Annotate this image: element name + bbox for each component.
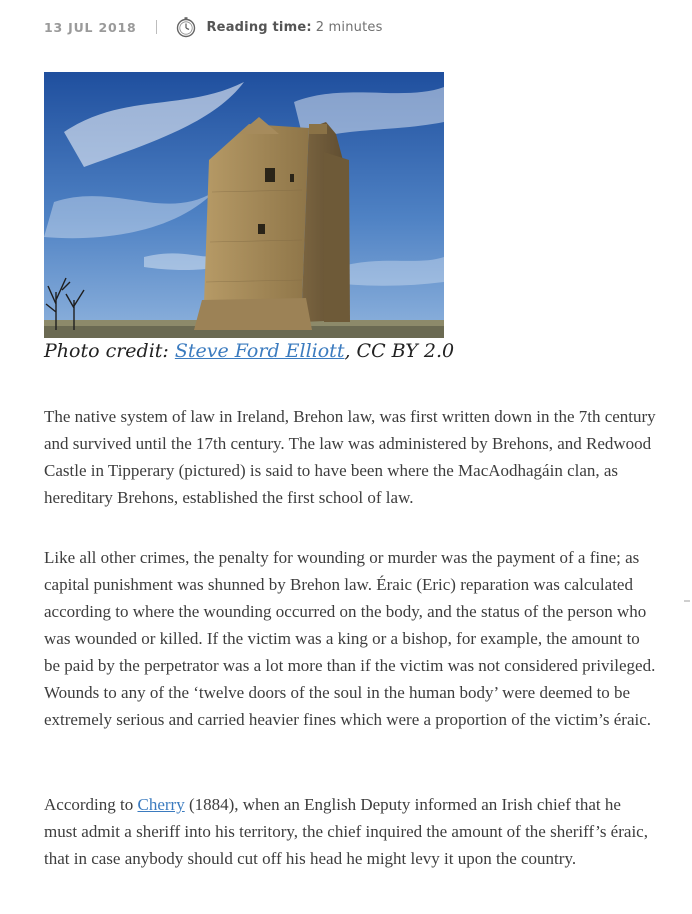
photo-credit <box>44 338 454 364</box>
post-meta <box>44 14 383 40</box>
cherry-link[interactable]: Cherry <box>137 795 185 814</box>
page-edge-mark <box>684 600 690 602</box>
reading-time-value: 2 minutes <box>315 19 383 35</box>
paragraph-cherry <box>44 791 656 872</box>
credit-prefix: Photo credit: <box>44 340 175 362</box>
p3-after: (1884), when an English Deputy informed an Irish chief that he must admit a sheriff into his territory, the chief inquired the amount of the sheriff’s éraic, that in case anybody should cut off his head he might levy it upon the country. <box>44 795 648 868</box>
p3-before: According to <box>44 795 138 814</box>
meta-divider <box>156 20 157 34</box>
paragraph-eraic: Like all other crimes, the penalty for wounding or murder was the payment of a fine; as capital punishment was shunned by Brehon law. Éraic (Eric) reparation was calculated according to where the wounding occurred on the body, and the status of the person who was wounded or killed. If the victim was a king or a bishop, for example, the amount to be paid by the perpetrator was a lot more than if the victim was not considered privileged. Wounds to any of the ‘twelve doors of the soul in the human body’ were deemed to be extremely serious and carried heavier fines which were a proportion of the victim’s éraic. <box>44 548 656 729</box>
reading-time-label: Reading time: <box>206 19 312 35</box>
castle-photo <box>44 72 444 338</box>
clock-icon <box>175 16 197 38</box>
post-date: 13 JUL 2018 <box>44 19 137 35</box>
paragraph-brehon-law: The native system of law in Ireland, Brehon law, was first written down in the 7th century and survived until the 17th century. The law was administered by Brehons, and Redwood Castle in Tipperary (pictured) is said to have been where the MacAodhagáin clan, as hereditary Brehons, established the first school of law. <box>44 407 656 507</box>
credit-author-link[interactable]: Steve Ford Elliott <box>174 340 345 362</box>
credit-suffix: , CC BY 2.0 <box>344 340 455 362</box>
